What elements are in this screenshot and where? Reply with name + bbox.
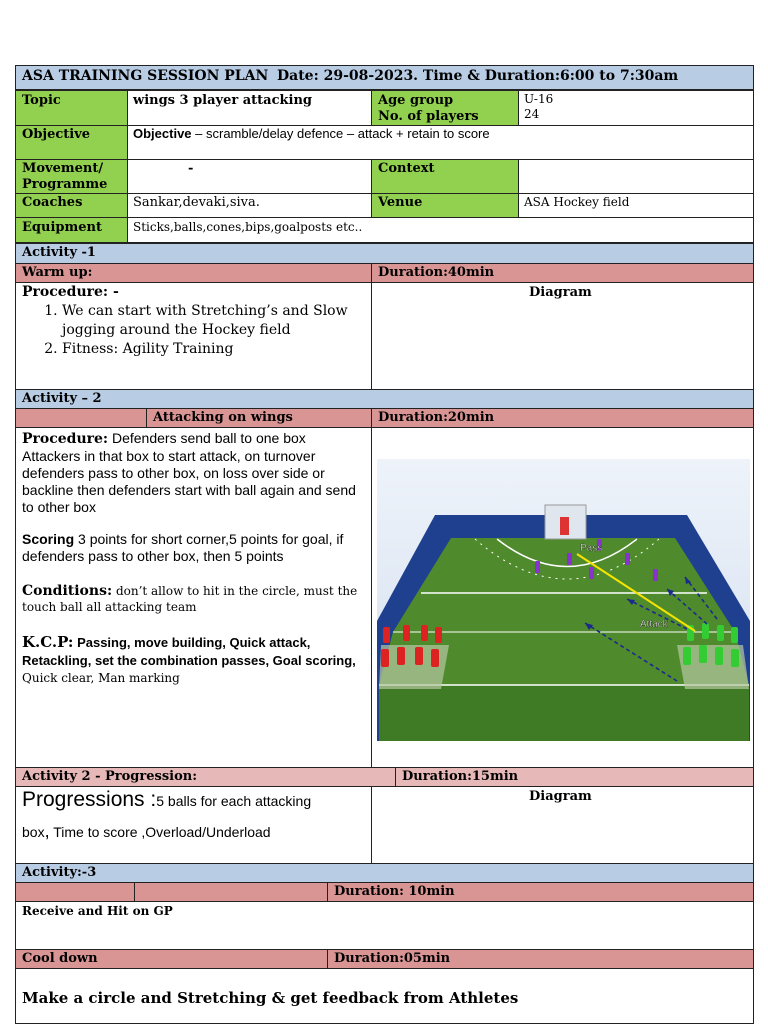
coaches-label-cell	[15, 193, 128, 218]
progression-title-bar	[15, 767, 396, 787]
activity3-duration-bar	[327, 882, 754, 902]
age-label-cell	[371, 90, 519, 126]
warmup-bar	[15, 263, 372, 283]
context-value-cell	[518, 159, 754, 194]
activity2-title-bar	[15, 389, 754, 409]
movement-label-cell	[15, 159, 128, 194]
cooldown-duration-bar	[327, 949, 754, 969]
activity2-duration-bar	[371, 408, 754, 428]
header-bar	[15, 65, 754, 90]
activity2-name-spacer	[15, 408, 147, 428]
context-label: Context	[378, 161, 435, 176]
warmup-diagram-label: Diagram	[529, 285, 592, 300]
warmup-procedure-label: Procedure: -	[22, 284, 119, 300]
activity2-procedure-cell	[15, 427, 372, 768]
activity2-procedure: Procedure: Defenders send ball to one box Attackers in that box to start attack, on turnover defenders pass to other box, on loss over side or backline then defenders start with ball again and send to other box	[22, 430, 356, 515]
activity2-conditions: Conditions: don’t allow to hit in the circle, must the touch ball all attacking team	[22, 583, 358, 614]
topic-value: wings 3 player attacking	[133, 93, 312, 108]
hockey-field-diagram	[377, 459, 750, 741]
activity2-diagram-cell	[371, 427, 754, 768]
age-value-cell	[518, 90, 754, 126]
warmup-diagram-cell	[371, 282, 754, 390]
equipment-label-cell	[15, 217, 128, 243]
topic-label-cell	[15, 90, 128, 126]
cooldown-title-bar	[15, 949, 328, 969]
activity3-text: Receive and Hit on GP	[22, 904, 173, 918]
warmup-label: Warm up:	[22, 265, 93, 280]
warmup-step: 1. We can start with Stretching’s and Slow jogging around the Hockey field	[62, 302, 366, 340]
activity3-text-cell	[15, 901, 754, 950]
plan-title: ASA TRAINING SESSION PLAN	[22, 68, 269, 84]
objective-label: Objective	[22, 127, 91, 142]
warmup-duration-bar	[371, 263, 754, 283]
objective-label-cell	[15, 125, 128, 160]
movement-label: Movement/ Programme	[22, 161, 108, 192]
pass-label: Pass	[580, 543, 603, 554]
venue-label: Venue	[378, 195, 423, 210]
activity2-name-bar	[146, 408, 372, 428]
activity2-kcp: K.C.P: Passing, move building, Quick attack, Retackling, set the combination passes, Goal scoring, Quick clear, Man marking	[22, 633, 356, 685]
players-value: 24	[524, 107, 540, 121]
topic-label: Topic	[22, 93, 61, 108]
topic-value-cell	[127, 90, 372, 126]
warmup-procedure-cell	[15, 282, 372, 390]
activity1-title-bar	[15, 243, 754, 264]
cooldown-duration: Duration:05min	[334, 951, 451, 966]
cooldown-text: Make a circle and Stretching & get feedback from Athletes	[22, 989, 519, 1007]
activity1-title: Activity -1	[22, 245, 96, 260]
context-label-cell	[371, 159, 519, 194]
warmup-duration: Duration:40min	[378, 265, 495, 280]
coaches-value-cell	[127, 193, 372, 218]
venue-label-cell	[371, 193, 519, 218]
goalkeeper	[560, 517, 569, 535]
progression-title: Activity 2 - Progression:	[22, 769, 198, 784]
objective-text: Objective – scramble/delay defence – attack + retain to score	[133, 126, 490, 141]
activity2-duration: Duration:20min	[378, 410, 495, 425]
activity3-title-bar	[15, 863, 754, 883]
age-value: U-16	[524, 92, 554, 106]
activity3-spacer-2	[134, 882, 328, 902]
venue-value: ASA Hockey field	[524, 195, 630, 209]
equipment-value-cell	[127, 217, 754, 243]
objective-value-cell	[127, 125, 754, 160]
progression-label: Progressions :5 balls for each attacking	[22, 788, 312, 811]
activity3-spacer-1	[15, 882, 135, 902]
attack-label: Attack	[640, 619, 668, 630]
progression-diagram-label: Diagram	[529, 789, 592, 804]
progression-duration: Duration:15min	[402, 769, 519, 784]
cooldown-text-cell	[15, 968, 754, 1024]
activity3-duration: Duration: 10min	[334, 884, 455, 899]
activity2-title: Activity – 2	[22, 391, 102, 406]
equipment-label: Equipment	[22, 220, 102, 235]
coaches-value: Sankar,devaki,siva.	[133, 195, 260, 210]
activity2-name: Attacking on wings	[153, 410, 293, 425]
equipment-value: Sticks,balls,cones,bips,goalposts etc..	[133, 220, 363, 234]
players-label: No. of players	[378, 109, 479, 124]
progression-text: box, Time to score ,Overload/Underload	[22, 821, 271, 841]
progression-duration-bar	[395, 767, 754, 787]
activity3-title: Activity:-3	[22, 865, 97, 880]
progression-diagram-cell	[371, 786, 754, 864]
progression-text-cell	[15, 786, 372, 864]
warmup-step: 2. Fitness: Agility Training	[62, 340, 366, 359]
date-time: Date: 29-08-2023. Time & Duration:6:00 to 7:30am	[277, 68, 679, 84]
cooldown-title: Cool down	[22, 951, 98, 966]
venue-value-cell	[518, 193, 754, 218]
age-label: Age group	[378, 93, 454, 108]
movement-value: -	[188, 161, 194, 176]
warmup-steps	[16, 302, 366, 359]
coaches-label: Coaches	[22, 195, 83, 210]
movement-value-cell	[127, 159, 372, 194]
activity2-scoring: Scoring 3 points for short corner,5 points for goal, if defenders pass to other box, then 5 points	[22, 531, 344, 564]
